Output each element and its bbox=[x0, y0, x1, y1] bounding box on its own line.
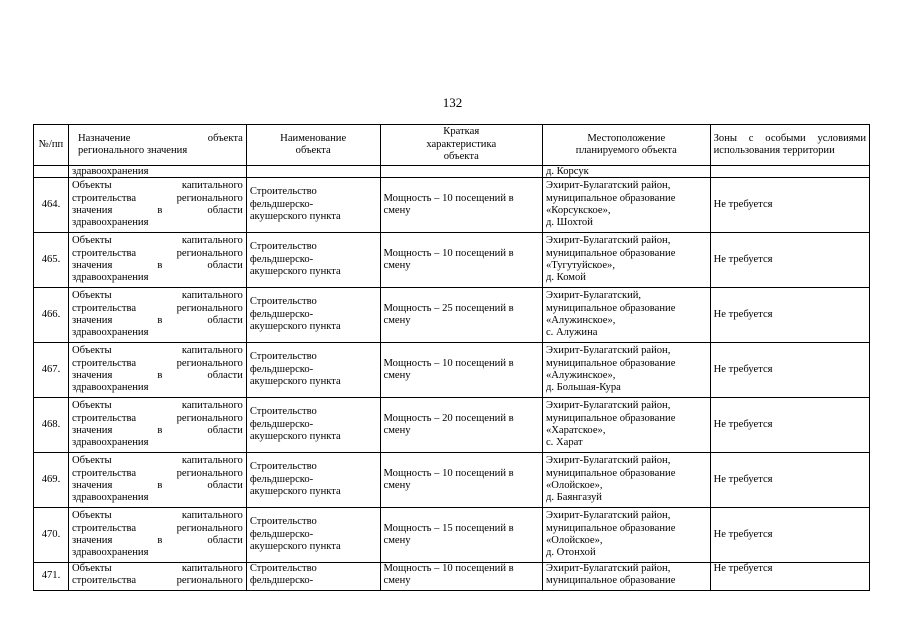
location-cell bbox=[542, 563, 710, 591]
location-line: «Тугутуйское», bbox=[545, 260, 616, 271]
object-name-cell bbox=[246, 233, 380, 288]
object-name-line: фельдшерско- bbox=[249, 575, 314, 587]
purpose-cell bbox=[68, 178, 246, 233]
row-number: 469. bbox=[34, 453, 69, 508]
location-cell bbox=[542, 508, 710, 563]
location-line: д. Комой bbox=[545, 272, 586, 284]
location-line: муниципальное образование bbox=[545, 192, 676, 204]
characteristic-cell bbox=[380, 343, 542, 398]
row-number: 468. bbox=[34, 398, 69, 453]
characteristic-line: смену bbox=[383, 575, 411, 587]
characteristic-cell bbox=[380, 233, 542, 288]
location-cell bbox=[542, 343, 710, 398]
purpose-line: значения в области bbox=[71, 425, 243, 436]
table-row bbox=[34, 233, 870, 288]
purpose-line: здравоохранения bbox=[71, 327, 149, 339]
characteristic-line: Мощность – 15 посещений в bbox=[383, 522, 514, 534]
object-name-line: акушерского пункта bbox=[249, 541, 341, 553]
characteristic-cell bbox=[380, 178, 542, 233]
purpose-line: строительства регионального bbox=[71, 467, 243, 479]
table-row bbox=[34, 178, 870, 233]
purpose-line: Объекты капитального bbox=[71, 180, 243, 192]
object-name-line: Строительство bbox=[249, 296, 317, 308]
location-line: Эхирит-Булагатский район, bbox=[545, 563, 671, 574]
purpose-line: Объекты капитального bbox=[71, 345, 243, 357]
purpose-line: значения в области bbox=[71, 535, 243, 546]
purpose-cell bbox=[68, 453, 246, 508]
purpose-line: Объекты капитального bbox=[71, 510, 243, 522]
header-num: №/пп bbox=[34, 125, 69, 166]
continuation-row bbox=[34, 166, 870, 178]
location-line: Эхирит-Булагатский район, bbox=[545, 455, 671, 467]
table-row bbox=[34, 288, 870, 343]
page-number: 132 bbox=[442, 95, 463, 110]
characteristic-line: Мощность – 10 посещений в bbox=[383, 467, 514, 479]
object-name-line: фельдшерско- bbox=[249, 418, 314, 430]
location-line: д. Большая-Кура bbox=[545, 382, 621, 394]
purpose-line: строительства регионального bbox=[71, 192, 243, 204]
objects-table bbox=[33, 124, 870, 591]
object-name-cell bbox=[246, 563, 380, 591]
purpose-line: Объекты капитального bbox=[71, 455, 243, 467]
object-name-line: Строительство bbox=[249, 461, 317, 473]
object-name-line: акушерского пункта bbox=[249, 486, 341, 498]
purpose-line: Объекты капитального bbox=[71, 235, 243, 247]
characteristic-line: Мощность – 10 посещений в bbox=[383, 192, 514, 204]
location-line: «Алужинское», bbox=[545, 370, 616, 381]
row-number: 467. bbox=[34, 343, 69, 398]
object-name-line: фельдшерско- bbox=[249, 308, 314, 320]
purpose-line: строительства регионального bbox=[71, 302, 243, 314]
purpose-line: здравоохранения bbox=[71, 217, 149, 229]
row-number: 470. bbox=[34, 508, 69, 563]
location-line: Эхирит-Булагатский район, bbox=[545, 235, 671, 247]
characteristic-cell bbox=[380, 288, 542, 343]
purpose-line: Объекты капитального bbox=[71, 563, 243, 574]
location-line: муниципальное образование bbox=[545, 522, 676, 534]
location-line: «Алужинское», bbox=[545, 315, 616, 326]
purpose-line: значения в области bbox=[71, 260, 243, 271]
object-name-line: фельдшерско- bbox=[249, 363, 314, 375]
table-row bbox=[34, 508, 870, 563]
location-line: Эхирит-Булагатский район, bbox=[545, 345, 671, 357]
purpose-line: строительства регионального bbox=[71, 357, 243, 369]
row-number: 471. bbox=[34, 563, 69, 591]
purpose-line: Объекты капитального bbox=[71, 290, 243, 302]
location-line: муниципальное образование bbox=[545, 575, 676, 587]
table-row bbox=[34, 343, 870, 398]
object-name-line: акушерского пункта bbox=[249, 266, 341, 278]
location-line: муниципальное образование bbox=[545, 467, 676, 479]
purpose-line: значения в области bbox=[71, 370, 243, 381]
characteristic-line: смену bbox=[383, 260, 411, 271]
zone-cell: Не требуется bbox=[710, 178, 869, 233]
header-characteristic: Краткая характеристика объекта bbox=[380, 125, 542, 166]
object-name-line: Строительство bbox=[249, 516, 317, 528]
object-name-line: Строительство bbox=[249, 351, 317, 363]
location-cell bbox=[542, 288, 710, 343]
purpose-line: значения в области bbox=[71, 315, 243, 326]
characteristic-line: Мощность – 10 посещений в bbox=[383, 563, 514, 574]
purpose-cell bbox=[68, 343, 246, 398]
object-name-line: фельдшерско- bbox=[249, 253, 314, 265]
characteristic-line: Мощность – 20 посещений в bbox=[383, 412, 514, 424]
location-line: д. Баянгазуй bbox=[545, 492, 602, 504]
location-cell bbox=[542, 453, 710, 508]
location-cell bbox=[542, 178, 710, 233]
characteristic-line: Мощность – 10 посещений в bbox=[383, 247, 514, 259]
purpose-line: строительства регионального bbox=[71, 247, 243, 259]
object-name-line: акушерского пункта bbox=[249, 376, 341, 388]
characteristic-cell bbox=[380, 398, 542, 453]
purpose-line: здравоохранения bbox=[71, 492, 149, 504]
object-name-line: акушерского пункта bbox=[249, 321, 341, 333]
continuation-location: д. Корсук bbox=[542, 166, 710, 178]
purpose-line: здравоохранения bbox=[71, 272, 149, 284]
table-row bbox=[34, 398, 870, 453]
object-name-cell bbox=[246, 398, 380, 453]
location-line: Эхирит-Булагатский район, bbox=[545, 400, 671, 412]
characteristic-line: Мощность – 10 посещений в bbox=[383, 357, 514, 369]
object-name-line: фельдшерско- bbox=[249, 473, 314, 485]
purpose-line: здравоохранения bbox=[71, 437, 149, 449]
object-name-line: фельдшерско- bbox=[249, 528, 314, 540]
object-name-line: Строительство bbox=[249, 186, 317, 198]
characteristic-line: смену bbox=[383, 480, 411, 491]
purpose-line: значения в области bbox=[71, 480, 243, 491]
object-name-line: Строительство bbox=[249, 241, 317, 253]
zone-cell: Не требуется bbox=[710, 398, 869, 453]
characteristic-cell bbox=[380, 508, 542, 563]
location-line: муниципальное образование bbox=[545, 302, 676, 314]
object-name-cell bbox=[246, 288, 380, 343]
object-name-line: Строительство bbox=[249, 563, 317, 574]
table-header-row bbox=[34, 125, 870, 166]
row-number: 466. bbox=[34, 288, 69, 343]
object-name-line: фельдшерско- bbox=[249, 198, 314, 210]
characteristic-line: смену bbox=[383, 205, 411, 216]
object-name-cell bbox=[246, 453, 380, 508]
object-name-line: акушерского пункта bbox=[249, 211, 341, 223]
purpose-cell bbox=[68, 288, 246, 343]
location-line: с. Алужина bbox=[545, 327, 598, 339]
characteristic-line: смену bbox=[383, 425, 411, 436]
location-cell bbox=[542, 398, 710, 453]
zone-cell: Не требуется bbox=[710, 288, 869, 343]
location-line: муниципальное образование bbox=[545, 247, 676, 259]
location-line: Эхирит-Булагатский район, bbox=[545, 180, 671, 192]
characteristic-line: смену bbox=[383, 315, 411, 326]
purpose-cell bbox=[68, 563, 246, 591]
purpose-line: здравоохранения bbox=[71, 382, 149, 394]
zone-cell: Не требуется bbox=[710, 563, 869, 591]
zone-cell: Не требуется bbox=[710, 233, 869, 288]
row-number: 464. bbox=[34, 178, 69, 233]
purpose-line: строительства регионального bbox=[71, 412, 243, 424]
purpose-line: строительства регионального bbox=[71, 575, 243, 587]
location-line: «Олойское», bbox=[545, 535, 603, 546]
zone-cell: Не требуется bbox=[710, 343, 869, 398]
purpose-line: значения в области bbox=[71, 205, 243, 216]
zone-cell: Не требуется bbox=[710, 453, 869, 508]
location-line: д. Отонхой bbox=[545, 547, 596, 559]
characteristic-line: смену bbox=[383, 535, 411, 546]
location-line: «Корсукское», bbox=[545, 205, 611, 216]
location-cell bbox=[542, 233, 710, 288]
characteristic-cell bbox=[380, 563, 542, 591]
location-line: «Олойское», bbox=[545, 480, 603, 491]
object-name-line: акушерского пункта bbox=[249, 431, 341, 443]
row-number: 465. bbox=[34, 233, 69, 288]
table-row bbox=[34, 453, 870, 508]
location-line: с. Харат bbox=[545, 437, 583, 449]
header-purpose: Назначение объекта регионального значения bbox=[68, 125, 246, 166]
table-row bbox=[34, 563, 870, 591]
object-name-cell bbox=[246, 178, 380, 233]
object-name-line: Строительство bbox=[249, 406, 317, 418]
location-line: д. Шохтой bbox=[545, 217, 593, 229]
location-line: муниципальное образование bbox=[545, 412, 676, 424]
purpose-line: Объекты капитального bbox=[71, 400, 243, 412]
purpose-cell bbox=[68, 398, 246, 453]
location-line: «Харатское», bbox=[545, 425, 606, 436]
header-location: Местоположение планируемого объекта bbox=[542, 125, 710, 166]
location-line: Эхирит-Булагатский район, bbox=[545, 510, 671, 522]
purpose-cell bbox=[68, 233, 246, 288]
location-line: муниципальное образование bbox=[545, 357, 676, 369]
characteristic-line: Мощность – 25 посещений в bbox=[383, 302, 514, 314]
continuation-purpose: здравоохранения bbox=[68, 166, 246, 178]
header-name: Наименование объекта bbox=[246, 125, 380, 166]
object-name-cell bbox=[246, 508, 380, 563]
purpose-cell bbox=[68, 508, 246, 563]
purpose-line: строительства регионального bbox=[71, 522, 243, 534]
header-zone: Зоны с особыми условиями использования территории bbox=[710, 125, 869, 166]
characteristic-line: смену bbox=[383, 370, 411, 381]
zone-cell: Не требуется bbox=[710, 508, 869, 563]
object-name-cell bbox=[246, 343, 380, 398]
location-line: Эхирит-Булагатский, bbox=[545, 290, 642, 302]
purpose-line: здравоохранения bbox=[71, 547, 149, 559]
characteristic-cell bbox=[380, 453, 542, 508]
